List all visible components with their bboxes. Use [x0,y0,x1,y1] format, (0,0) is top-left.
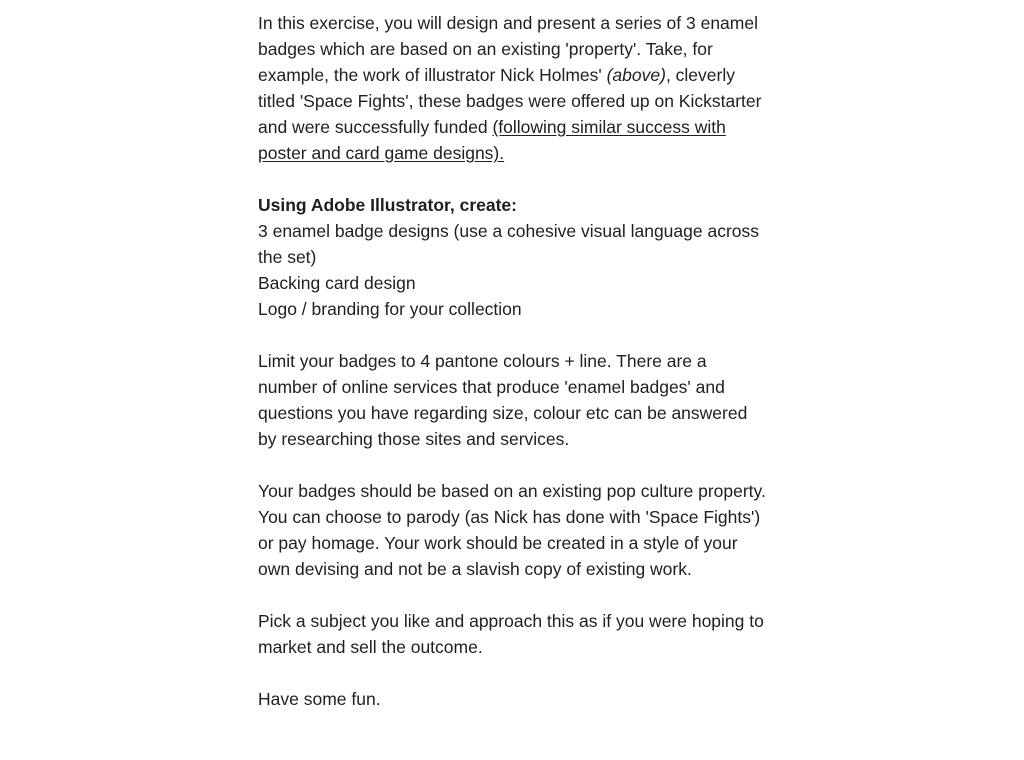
brief-item: Backing card design [258,273,416,293]
closing-paragraph: Have some fun. [258,689,381,709]
intro-emphasis: (above) [606,65,666,85]
brief-heading: Using Adobe Illustrator, create: [258,195,517,215]
subject-paragraph: Pick a subject you like and approach this as if you were hoping to market and sell the outcome. [258,611,764,657]
brief-list [258,192,768,322]
property-paragraph: Your badges should be based on an existing pop culture property. You can choose to parody (as Nick has done with 'Space Fights') or pay homage. Your work should be created in a style of your own devising and not be a slavish copy of existing work. [258,481,766,579]
limits-paragraph: Limit your badges to 4 pantone colours + line. There are a number of online services that produce 'enamel badges' and questions you have regarding size, colour etc can be answered by researching those sites and services. [258,351,748,449]
intro-paragraph [258,10,768,166]
brief-item: 3 enamel badge designs (use a cohesive visual language across the set) [258,221,760,267]
kickstarter-link[interactable]: (following similar success with poster and card game designs). [258,117,726,163]
intro-text-after: , cleverly titled 'Space Fights', these badges were offered up on Kickstarter and were successfully funded [258,65,762,137]
assignment-brief [258,10,768,712]
brief-item: Logo / branding for your collection [258,299,522,319]
intro-text-before: In this exercise, you will design and present a series of 3 enamel badges which are based on an existing 'property'. Take, for example, the work of illustrator Nick Holmes' [258,13,758,85]
